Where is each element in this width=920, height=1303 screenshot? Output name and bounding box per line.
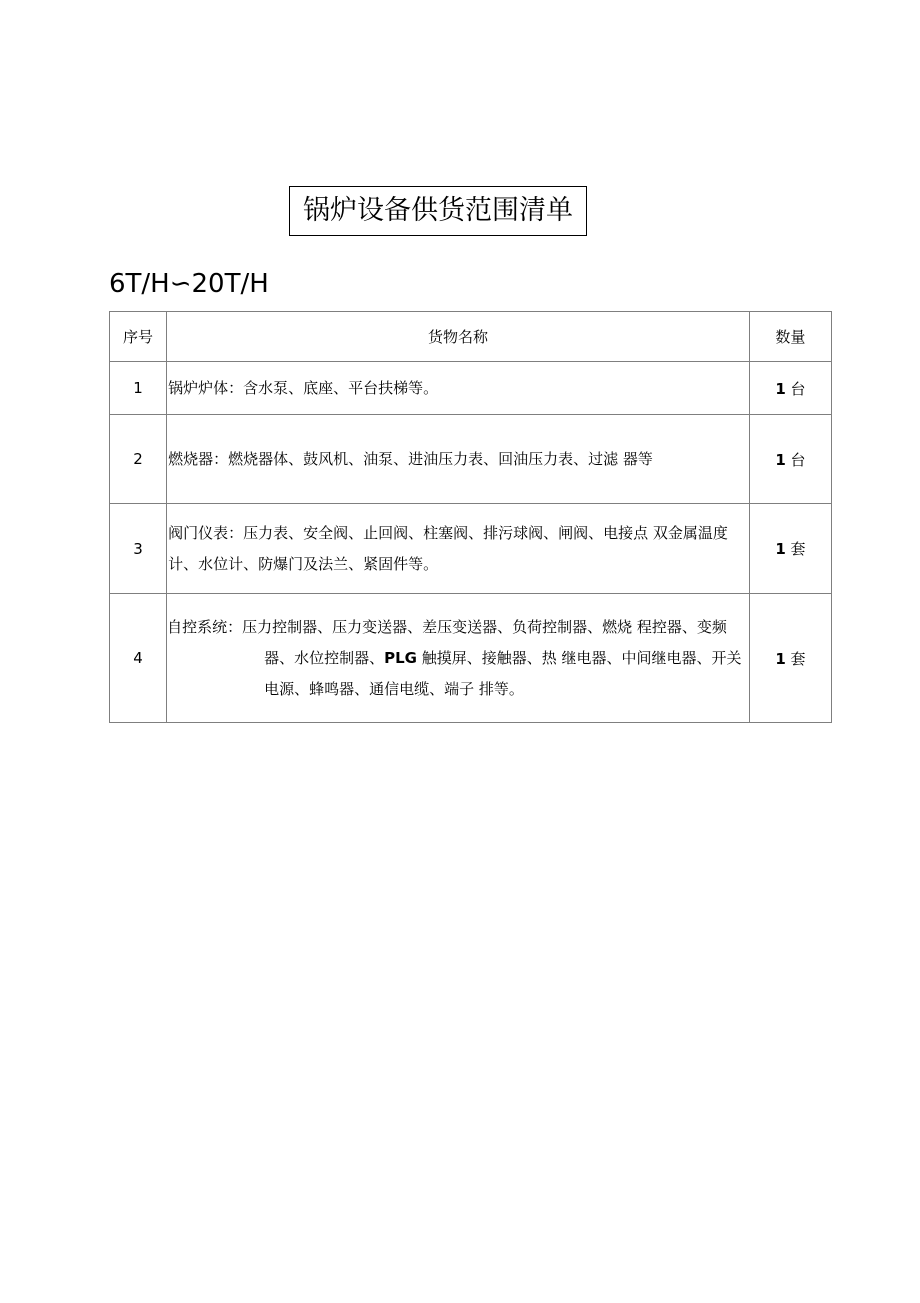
- row-serial-no: 1: [110, 362, 167, 415]
- table-header-row: [110, 312, 832, 362]
- quantity-number: 1: [775, 379, 786, 398]
- row-goods-name: [167, 504, 750, 594]
- table-row: [110, 504, 832, 594]
- quantity-unit: 套: [790, 649, 806, 668]
- quantity-unit: 台: [790, 379, 806, 398]
- row-goods-name: [167, 415, 750, 504]
- row-quantity: [749, 504, 831, 594]
- row-goods-name: [167, 362, 750, 415]
- table-row: [110, 415, 832, 504]
- row-serial-no: 3: [110, 504, 167, 594]
- goods-description: 锅炉炉体：含水泵、底座、平台扶梯等。: [168, 378, 439, 397]
- row-goods-name: [167, 594, 750, 723]
- quantity-unit: 套: [790, 540, 806, 558]
- row-quantity: [749, 415, 831, 504]
- row-serial-no: 2: [110, 415, 167, 504]
- row-serial-no: 4: [110, 594, 167, 723]
- goods-description: 阀门仪表：压力表、安全阀、止回阀、柱塞阀、排污球阀、闸阀、电接点 双金属温度计、水位计、防爆门及法兰、紧固件等。: [168, 523, 728, 573]
- quantity-unit: 台: [790, 450, 806, 469]
- quantity-number: 1: [775, 540, 786, 558]
- table-row: [110, 594, 832, 723]
- document-title: 锅炉设备供货范围清单: [289, 186, 587, 236]
- table-row: [110, 362, 832, 415]
- header-serial-no: 序号: [110, 312, 167, 362]
- goods-description-part: 自控系统：压力控制器、压力变送器、差压变送器、负荷控制器、燃烧 程控器、变频器、水位控制器、: [167, 617, 727, 667]
- row-quantity: [749, 594, 831, 723]
- header-goods-name: 货物名称: [167, 312, 750, 362]
- goods-description: [167, 612, 749, 705]
- goods-description-bold-part: PLG: [384, 648, 417, 667]
- supply-scope-table: [109, 311, 832, 723]
- capacity-range: 6T/H∽20T/H: [109, 269, 269, 299]
- quantity-number: 1: [775, 649, 786, 668]
- goods-description: 燃烧器：燃烧器体、鼓风机、油泵、进油压力表、回油压力表、过滤 器等: [168, 449, 653, 468]
- quantity-number: 1: [775, 450, 786, 469]
- header-quantity: 数量: [749, 312, 831, 362]
- row-quantity: [749, 362, 831, 415]
- goods-description-part: 触摸屏、接触器、热 继电器、中间继电器、开关电源、蜂鸣器、通信电缆、端子 排等。: [264, 648, 742, 698]
